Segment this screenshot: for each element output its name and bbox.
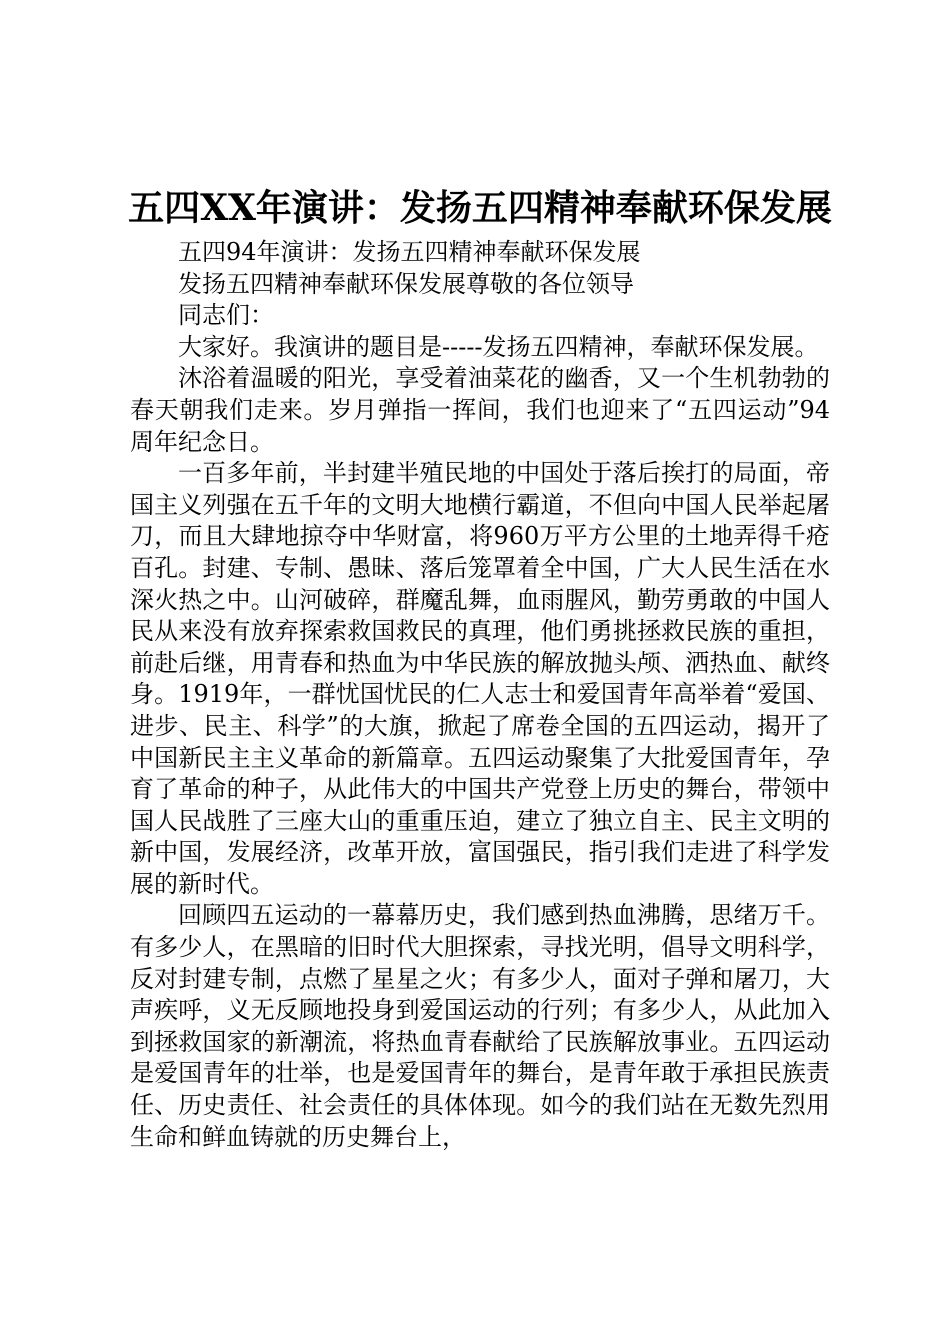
paragraph-greeting-line: 发扬五四精神奉献环保发展尊敬的各位领导 — [178, 269, 634, 298]
paragraph-salutation: 同志们： — [178, 301, 274, 330]
paragraph-intro: 大家好。我演讲的题目是-----发扬五四精神，奉献环保发展。 — [178, 332, 819, 361]
paragraph-subtitle: 五四94年演讲：发扬五四精神奉献环保发展 — [178, 238, 641, 266]
paragraph-review: 回顾四五运动的一幕幕历史，我们感到热血沸腾，思绪万千。有多少人，在黑暗的旧时代大胆探索，寻找光明，倡导文明科学，反对封建专制，点燃了星星之火；有多少人，面对子弹和屠刀，大声疾呼，义无反顾地投身到爱国运动的行列；有多少人，从此加入到拯救国家的新潮流，将热血青春献给了民族解放事业。五四运动是爱国青年的壮举，也是爱国青年的舞台，是青年敢于承担民族责任、历史责任、社会责任的具体体现。如今的我们站在无数先烈用生命和鲜血铸就的历史舞台上， — [130, 901, 830, 1151]
paragraph-spring: 沐浴着温暖的阳光，享受着油菜花的幽香，又一个生机勃勃的春天朝我们走来。岁月弹指一挥间，我们也迎来了“五四运动”94周年纪念日。 — [130, 364, 830, 456]
document-title: 五四XX年演讲：发扬五四精神奉献环保发展 — [128, 187, 832, 229]
document-body — [130, 237, 830, 1153]
paragraph-history: 一百多年前，半封建半殖民地的中国处于落后挨打的局面，帝国主义列强在五千年的文明大地横行霸道，不但向中国人民举起屠刀，而且大肆地掠夺中华财富，将960万平方公里的土地弄得千疮百孔。封建、专制、愚昧、落后笼罩着全中国，广大人民生活在水深火热之中。山河破碎，群魔乱舞，血雨腥风，勤劳勇敢的中国人民从来没有放弃探索救国救民的真理，他们勇挑拯救民族的重担，前赴后继，用青春和热血为中华民族的解放抛头颅、洒热血、献终身。1919年，一群忧国忧民的仁人志士和爱国青年高举着“爱国、进步、民主、科学”的大旗，掀起了席卷全国的五四运动，揭开了中国新民主主义革命的新篇章。五四运动聚集了大批爱国青年，孕育了革命的种子，从此伟大的中国共产党登上历史的舞台，带领中国人民战胜了三座大山的重重压迫，建立了独立自主、民主文明的新中国，发展经济，改革开放，富国强民，指引我们走进了科学发展的新时代。 — [130, 459, 830, 898]
